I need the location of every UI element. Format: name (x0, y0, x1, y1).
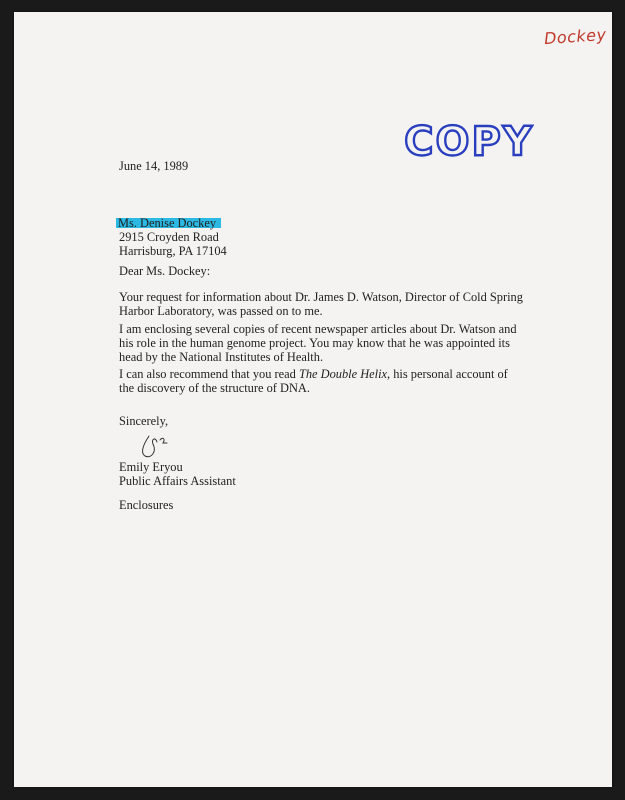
paragraph-request: Your request for information about Dr. James D. Watson, Director of Cold Spring Harbor Laboratory, was passed on to me. (119, 290, 523, 319)
letter-date: June 14, 1989 (119, 159, 189, 173)
copy-stamp (404, 112, 534, 172)
handwritten-note: Dockey (543, 24, 608, 49)
enclosures-note: Enclosures (119, 498, 174, 512)
paragraph-enclosing: I am enclosing several copies of recent newspaper articles about Dr. Watson and his role in the human genome project. You may know that he was appointed its head by the National Institutes of Health. (119, 322, 517, 365)
salutation: Dear Ms. Dockey: (119, 264, 211, 278)
copy-stamp-text: COPY (404, 119, 534, 165)
recipient-city: Harrisburg, PA 17104 (119, 244, 227, 259)
recipient-name: Ms. Denise Dockey (116, 216, 221, 230)
paragraph-recommendation-start: I can also recommend that you read (119, 367, 299, 381)
book-title: The Double Helix (298, 367, 388, 381)
signature (135, 432, 195, 462)
closing: Sincerely, (119, 414, 169, 428)
signer-name: Emily Eryou (119, 460, 183, 474)
recipient-address (119, 216, 227, 259)
paragraph-recommendation (119, 367, 524, 395)
letter-page (14, 12, 612, 787)
paragraph-recommendation-end: , his personal account of the discovery of the structure of DNA. (119, 367, 508, 396)
recipient-street: 2915 Croyden Road (119, 230, 219, 245)
signer-title: Public Affairs Assistant (119, 474, 236, 488)
